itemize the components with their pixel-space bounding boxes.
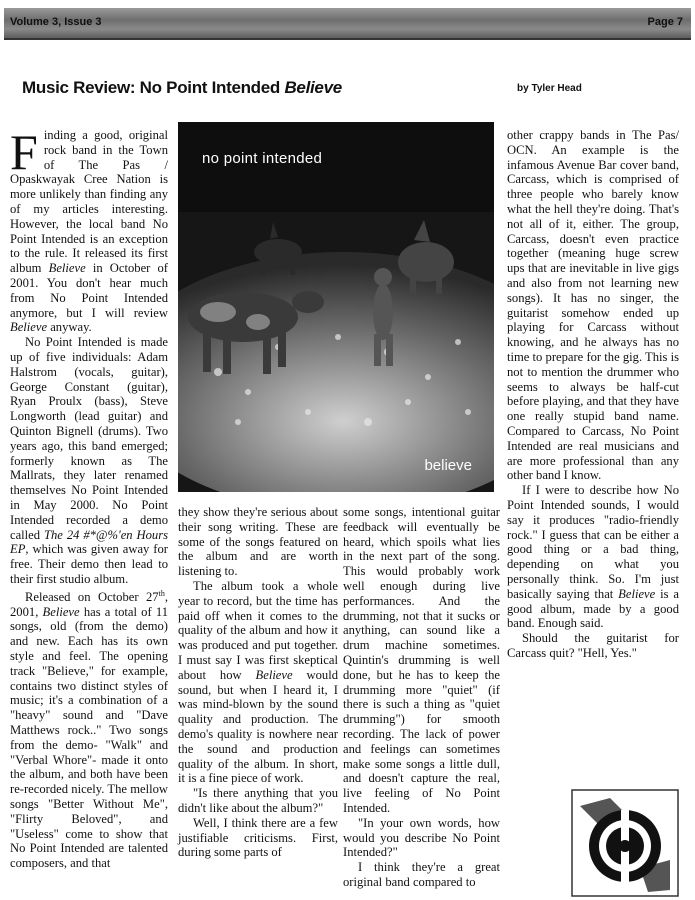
text-run: anyway. [47,320,92,335]
page-header-bar [4,8,691,40]
text-run: , which was given away for free. Their demo then lead to their first studio album. [10,542,168,586]
column-1 [10,124,169,871]
text-run: Well, I think there are a few justifiable criticisms. First, during some parts of [178,815,338,860]
article-title [22,78,342,98]
page-number: Page 7 [647,16,683,28]
text-run: would sound, but when I heard it, I was mind-blown by the sound quality and production. The demo's quality is nowhere near the sound and production quality of the album. In short, it is a fine piece of work. [178,667,339,786]
title-text: Music Review: No Point Intended [22,78,285,97]
issue-label: Volume 3, Issue 3 [10,16,102,28]
column-3 [343,505,500,890]
byline: by Tyler Head [517,83,582,94]
title-album: Believe [284,78,342,97]
text-run: "Is there anything that you didn't like about the album?" [178,786,338,815]
text-run: Released on October 27 [25,589,159,604]
text-run: The album took a whole year to record, but the time has paid off when it comes to the quality of the album and how it was produced and put together. I must say I was first skeptical about how [178,578,338,682]
text-run: they show they're serious about their song writing. These are some of the songs featured on the album and are worth listening to. [178,505,338,579]
column-4 [507,128,679,661]
text-run: has a total of 11 songs, old (from the demo) and new. Each has its own style and feel. The opening track "Believe," for example, contains two distinct styles of music; it's a combination of a "heavy" sound and "Dave Matthews rock.." Two songs from the demo- "Walk" and "Verbal Whore"- made it onto the album, and both have been re-recorded nicely. The mellow songs "Better Without Me", "Flirty Beloved", and "Useless" come to show that No Point Intended are talented composers, and that [10,604,169,871]
text-run: If I were to describe how No Point Intended sounds, I would say it produces "radio-friendly rock." I guess that can be either a good thing or a bad thing, depending on what you personally think. So. I'm just basically saying that [507,483,679,601]
text-run: some songs, intentional guitar feedback will eventually be heard, which spoils what lies in the next part of the song. This would probably work well enough during live performances. And the drumming, not that it sucks or anything, can sound like a drum machine sometimes. Quintin's drumming is well done, but he has to keep the drumming more "quiet" (if there is such a thing as "quiet drumming") for smooth recording. The lack of power and feelings can sometimes make some songs a little dull, and doesn't capture the real, live feeling of No Point Intended. [343,505,500,815]
album-name: Believe [42,604,80,619]
column-2 [178,505,338,860]
text-run: inding a good, original rock band in the Town of The Pas / Opaskwayak Cree Nation is more unlikely than finding any of my articles interesting. However, the local band No Point Intended is an exception to the rule. It released its first album [10,128,168,276]
album-name: Believe [618,586,656,601]
cover-album-text: believe [424,457,472,474]
album-name: Believe [48,261,86,276]
album-name: Believe [10,320,48,335]
superscript: th [158,588,165,598]
text-run: Should the guitarist for Carcass quit? "Hell, Yes." [507,631,679,660]
text-run: other crappy bands in The Pas/ OCN. An example is the infamous Avenue Bar cover band, Carcass, which is comprised of three people who barely know what the hell they're doing. That's not all of it, either. The group, Carcass, doesn't even practice together (meaning huge screw ups that are inevitable in live gigs and also from not learning new songs). It has no singer, the guitarist somehow ended up playing for Carcass without knowing, and he always has no time to prepare for the gig. This is not to mention the drummer who seems to always be half-cut before playing, and that they have one really stupid band name. Compared to Carcass, No Point Intended are real musicians and are more professional than any other band I know. [507,128,679,483]
drop-cap: F [10,124,38,180]
album-cover [178,122,494,492]
text-run: , 2001, [10,589,168,619]
demo-name: The 24 #*@%'en Hours EP [10,527,169,557]
text-run: is a good album, made by a good band. Enough said. [507,586,679,631]
cover-art [178,122,494,492]
publication-logo-icon [570,788,680,898]
text-run: in October of 2001. You don't hear much from No Point Intended anymore, but I will review [10,261,168,320]
cover-band-text: no point intended [202,150,323,167]
text-run: No Point Intended is made up of five individuals: Adam Halstrom (vocals, guitar), George Constant (guitar), Ryan Proulx (bass), Steve Longworth (lead guitar) and Quinton Bignell (drums). Two years ago, this band emerged; formerly known as The Mallrats, they later renamed themselves No Point Intended in May 2000. No Point Intended recorded a demo called [10,335,168,542]
album-name: Believe [255,667,293,682]
text-run: "In your own words, how would you describe No Point Intended?" [343,815,500,860]
text-run: I think they're a great original band compared to [343,860,500,889]
